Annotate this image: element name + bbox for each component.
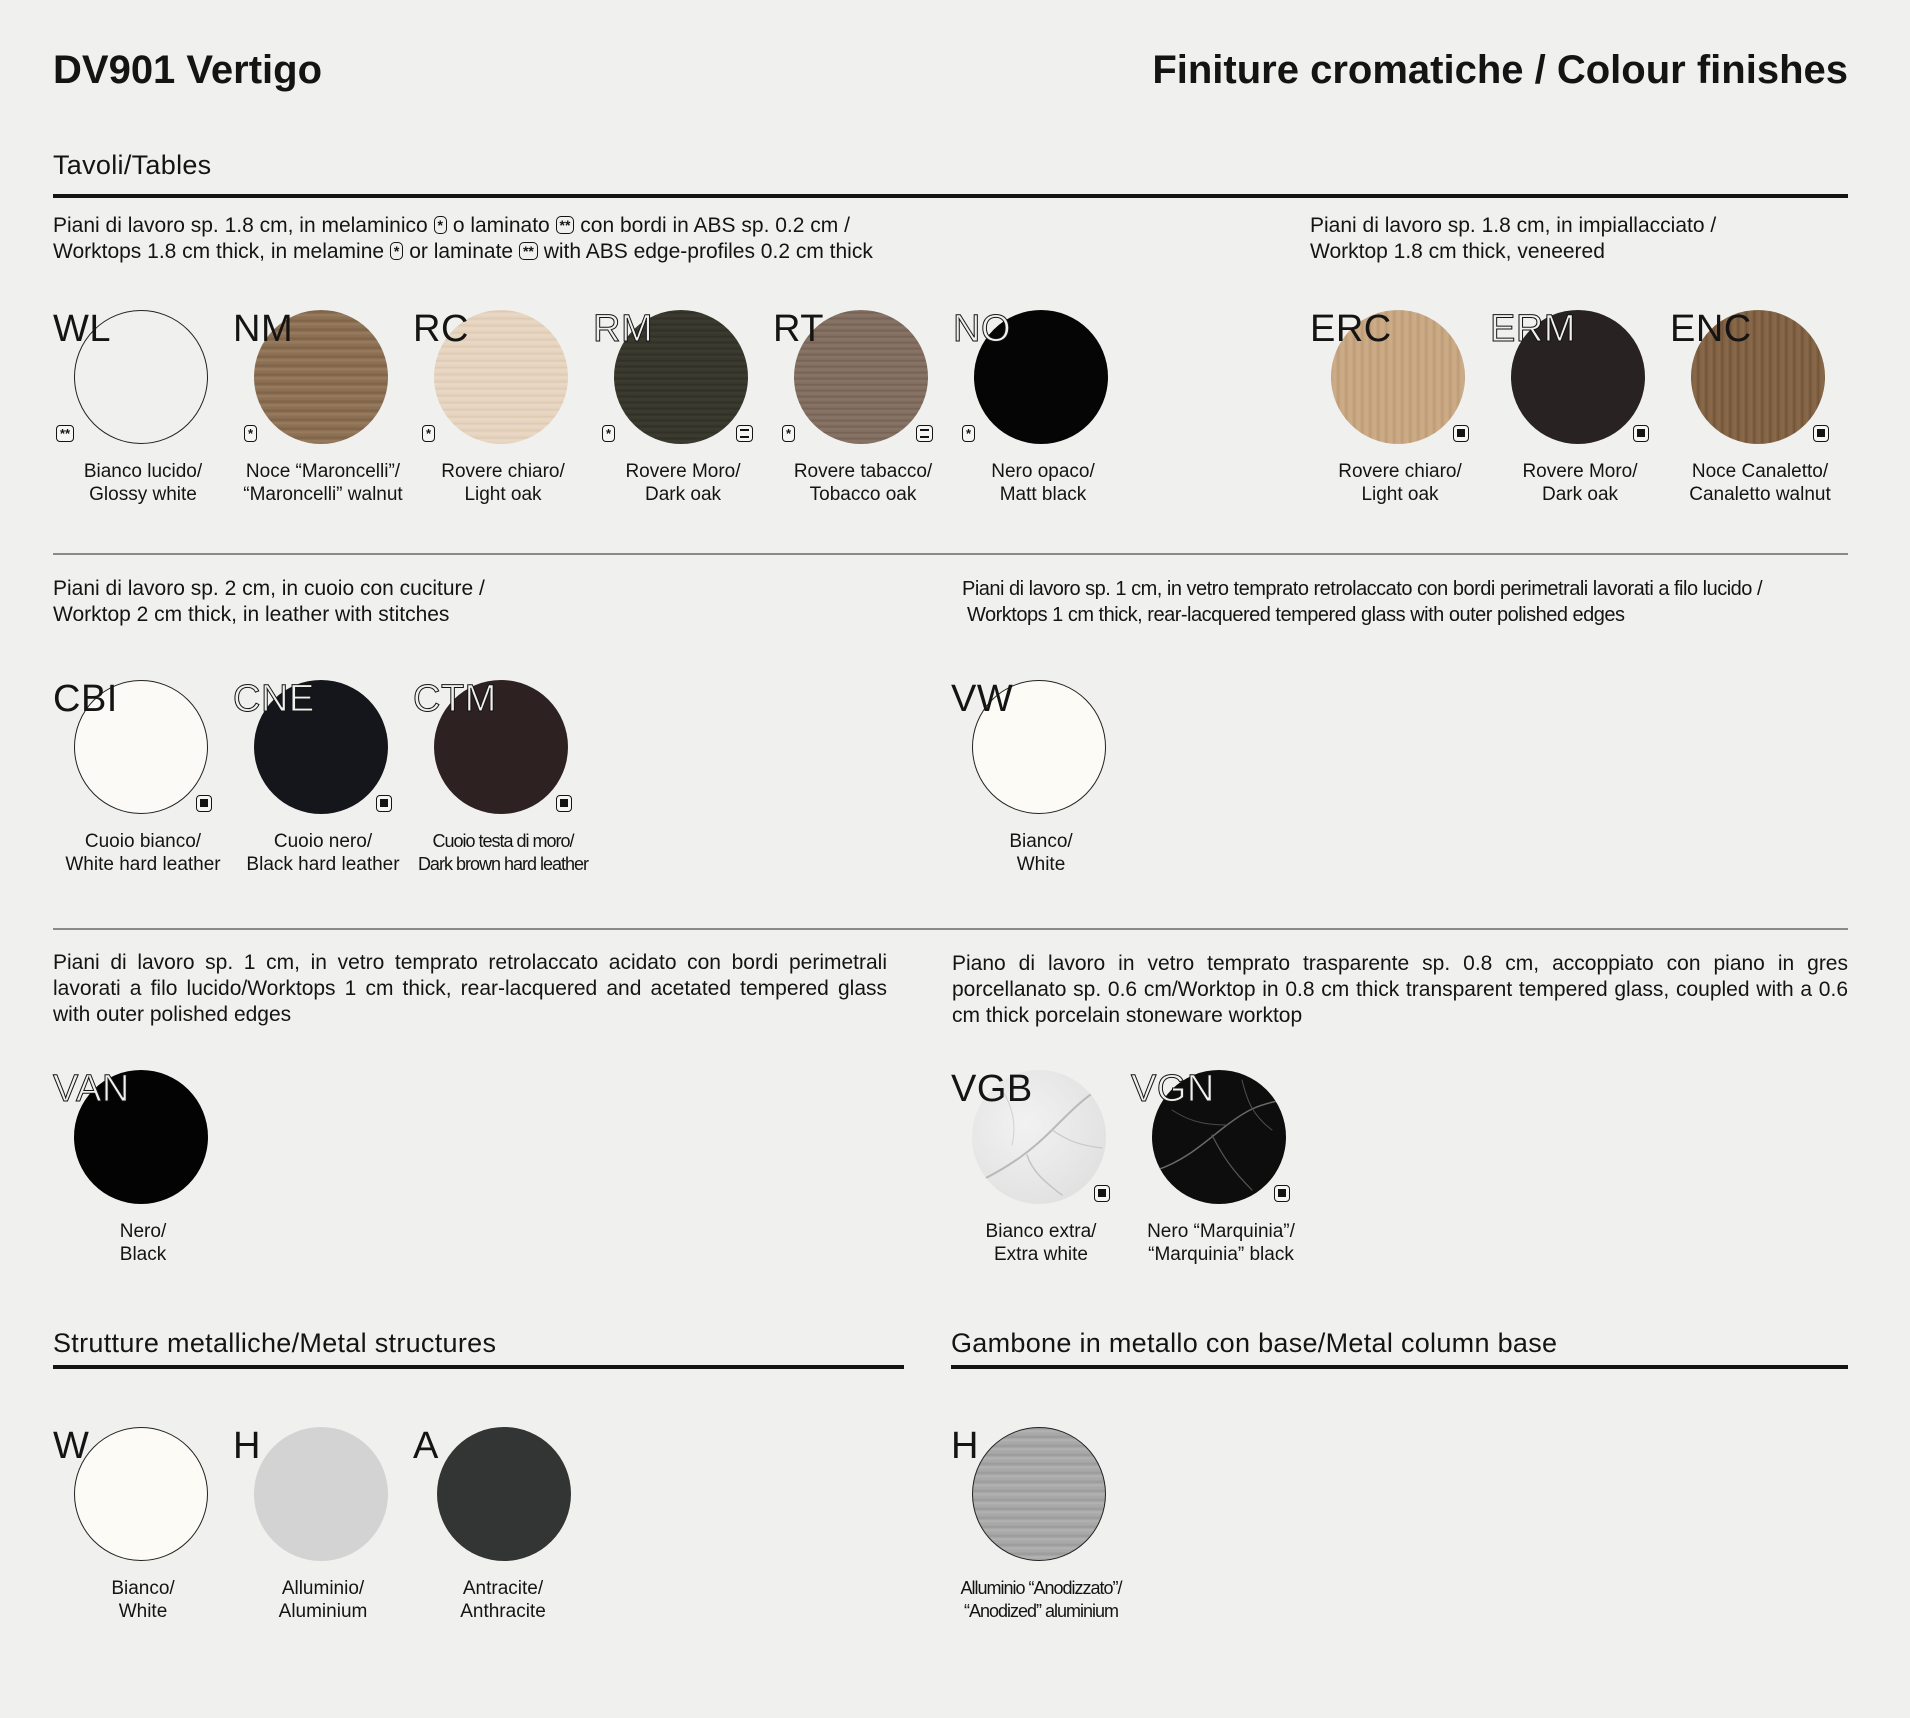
square-icon — [380, 799, 388, 807]
badge-single: * — [244, 425, 257, 442]
desc-text: Piani di lavoro sp. 2 cm, in cuoio con cuciture / — [53, 577, 485, 600]
square-badge — [556, 795, 572, 812]
section-title-column: Gambone in metallo con base/Metal column base — [951, 1328, 1558, 1358]
section-title-metal: Strutture metalliche/Metal structures — [53, 1328, 497, 1358]
badge-single: * — [962, 425, 975, 442]
finish-code: NO — [953, 308, 1011, 350]
finish-code: CNE — [233, 678, 315, 720]
finish-code: RM — [593, 308, 654, 350]
badge-double: ** — [519, 242, 538, 260]
page-title: Finiture cromatiche / Colour finishes — [1152, 48, 1848, 92]
finish-name: Rovere Moro/ Dark oak — [1522, 461, 1638, 505]
finish-code: CTM — [413, 678, 497, 720]
finish-code: ENC — [1670, 308, 1752, 350]
finish-name: Bianco/ White — [111, 1578, 175, 1622]
finish-name: Bianco extra/ Extra white — [985, 1221, 1097, 1265]
finish-name: Cuoio nero/ Black hard leather — [246, 831, 400, 875]
finish-code: W — [53, 1425, 90, 1467]
finish-code: VAN — [53, 1068, 130, 1110]
desc-text: Piani di lavoro sp. 1 cm, in vetro temprato retrolaccato con bordi perimetrali lavorati a filo lucido / — [962, 578, 1762, 600]
badge-double: ** — [56, 425, 74, 442]
swatch-w[interactable] — [53, 1427, 223, 1627]
desc-text: con bordi in ABS sp. 0.2 cm / — [580, 214, 850, 237]
hourglass-badge — [916, 425, 933, 442]
swatch-enc[interactable] — [1670, 310, 1840, 510]
desc-text: Worktop 2 cm thick, in leather with stitches — [53, 603, 450, 626]
swatch-cne[interactable] — [233, 680, 403, 880]
badge-single: * — [434, 216, 447, 234]
finish-code: A — [413, 1425, 439, 1467]
color-circle — [972, 1427, 1106, 1561]
finish-name: Noce “Maroncelli”/ “Maroncelli” walnut — [243, 461, 403, 505]
finish-code: VGN — [1131, 1068, 1215, 1110]
finish-name: Antracite/ Anthracite — [460, 1578, 546, 1622]
badge-single: * — [390, 242, 403, 260]
swatch-rm[interactable] — [593, 310, 763, 510]
swatch-vw[interactable] — [951, 680, 1121, 880]
swatch-nm[interactable] — [233, 310, 403, 510]
finish-name: Nero opaco/ Matt black — [991, 461, 1095, 505]
swatch-vgb[interactable] — [951, 1070, 1121, 1270]
swatch-wl[interactable] — [53, 310, 223, 510]
finish-name: Rovere chiaro/ Light oak — [441, 461, 565, 505]
hourglass-icon — [740, 429, 749, 438]
group6-description: Piano di lavoro in vetro temprato trasparente sp. 0.8 cm, accoppiato con piano in gres porcellanato sp. 0.6 cm/Worktop in 0.8 cm thick transparent tempered glass, coupled with a 0.6 cm thick porcelain stoneware worktop — [952, 952, 1848, 1027]
group1-description — [53, 213, 873, 265]
square-icon — [1817, 429, 1825, 437]
finish-name: Nero “Marquinia”/ “Marquinia” black — [1147, 1221, 1295, 1265]
color-circle — [74, 1427, 208, 1561]
finish-code: RT — [773, 308, 824, 350]
finish-name: Bianco lucido/ Glossy white — [83, 461, 203, 505]
swatch-h-anodized[interactable] — [951, 1427, 1121, 1627]
finish-code: RC — [413, 308, 469, 350]
swatch-a[interactable] — [413, 1427, 583, 1627]
square-badge — [1813, 425, 1829, 442]
swatch-rt[interactable] — [773, 310, 943, 510]
finish-name: Cuoio testa di moro/ Dark brown hard leather — [417, 831, 589, 874]
square-badge — [1453, 425, 1469, 442]
badge-double: ** — [556, 216, 575, 234]
finish-name: Cuoio bianco/ White hard leather — [65, 831, 221, 875]
swatch-rc[interactable] — [413, 310, 583, 510]
finish-code: VW — [951, 678, 1014, 720]
group5-description: Piani di lavoro sp. 1 cm, in vetro temprato retrolaccato acidato con bordi perimetrali lavorati a filo lucido/Worktops 1 cm thick, rear-lacquered and acetated tempered glass with outer polished edges — [53, 951, 887, 1026]
finish-name: Alluminio/ Aluminium — [278, 1578, 368, 1622]
square-badge — [376, 795, 392, 812]
finish-name: Alluminio “Anodizzato”/ “Anodized” aluminium — [960, 1578, 1122, 1621]
section-rule — [951, 1365, 1848, 1369]
section-rule — [53, 194, 1848, 198]
finish-code: ERC — [1310, 308, 1392, 350]
swatch-erm[interactable] — [1490, 310, 1660, 510]
desc-text: Worktop 1.8 cm thick, veneered — [1310, 240, 1605, 263]
square-icon — [560, 799, 568, 807]
finish-code: WL — [53, 308, 111, 350]
swatch-h[interactable] — [233, 1427, 403, 1627]
square-badge — [1094, 1185, 1110, 1202]
badge-single: * — [782, 425, 795, 442]
finish-name: Nero/ Black — [119, 1221, 167, 1265]
desc-text: with ABS edge-profiles 0.2 cm thick — [543, 240, 873, 263]
color-circle — [437, 1427, 571, 1561]
group3-description — [53, 576, 485, 628]
square-icon — [200, 799, 208, 807]
swatch-van[interactable] — [53, 1070, 223, 1270]
finish-code: H — [951, 1425, 979, 1467]
swatch-erc[interactable] — [1310, 310, 1480, 510]
finish-code: CBI — [53, 678, 118, 720]
color-circle — [254, 1427, 388, 1561]
swatch-no[interactable] — [953, 310, 1123, 510]
section-title-tables: Tavoli/Tables — [53, 150, 212, 180]
swatch-ctm[interactable] — [413, 678, 589, 880]
square-icon — [1098, 1189, 1106, 1197]
hourglass-icon — [920, 429, 929, 438]
finish-code: ERM — [1490, 308, 1576, 350]
desc-text: Piani di lavoro sp. 1.8 cm, in melaminico — [53, 214, 428, 237]
finish-name: Rovere Moro/ Dark oak — [625, 461, 741, 505]
finish-code: NM — [233, 308, 294, 350]
square-icon — [1637, 429, 1645, 437]
badge-single: * — [602, 425, 615, 442]
finish-name: Noce Canaletto/ Canaletto walnut — [1689, 461, 1831, 505]
square-badge — [196, 795, 212, 812]
desc-text: Worktops 1 cm thick, rear-lacquered tempered glass with outer polished edges — [967, 604, 1625, 626]
finish-name: Bianco/ White — [1009, 831, 1073, 875]
product-title: DV901 Vertigo — [53, 48, 323, 92]
group2-description — [1310, 213, 1716, 265]
hourglass-badge — [736, 425, 753, 442]
desc-text: Worktops 1.8 cm thick, in melamine — [53, 240, 385, 263]
square-badge — [1274, 1185, 1290, 1202]
desc-text: o laminato — [452, 214, 550, 237]
group4-description — [962, 576, 1762, 628]
desc-text: or laminate — [409, 240, 514, 263]
finish-code: VGB — [951, 1068, 1033, 1110]
badge-single: * — [422, 425, 435, 442]
square-icon — [1457, 429, 1465, 437]
finish-code: H — [233, 1425, 261, 1467]
finish-name: Rovere tabacco/ Tobacco oak — [793, 461, 933, 505]
divider — [53, 553, 1848, 555]
square-icon — [1278, 1189, 1286, 1197]
swatch-cbi[interactable] — [53, 680, 223, 880]
divider — [53, 928, 1848, 930]
finish-name: Rovere chiaro/ Light oak — [1338, 461, 1462, 505]
desc-text: Piani di lavoro sp. 1.8 cm, in impiallacciato / — [1310, 214, 1717, 237]
swatch-vgn[interactable] — [1131, 1070, 1301, 1270]
section-rule — [53, 1365, 904, 1369]
square-badge — [1633, 425, 1649, 442]
